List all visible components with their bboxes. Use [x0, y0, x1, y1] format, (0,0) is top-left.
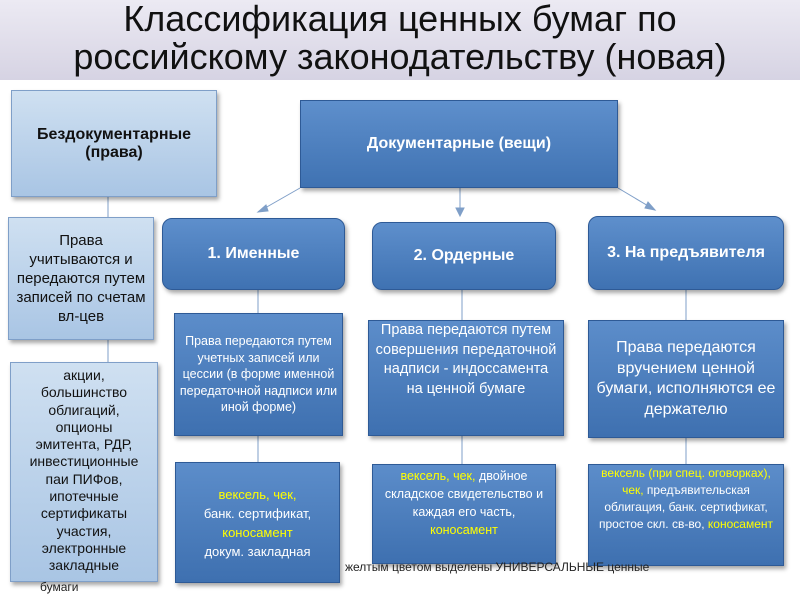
- category-registered-label: 1. Именные: [207, 245, 300, 262]
- category-bearer-description-text: Права передаются вручением ценной бумаги, исполняются ее держателю: [596, 339, 776, 418]
- category-order-examples-text: [379, 467, 549, 539]
- category-registered-examples: [175, 462, 340, 583]
- undocumented-examples: [10, 362, 158, 582]
- category-registered-examples-text: [204, 485, 311, 561]
- footer-note: желтым цветом выделены УНИВЕРСАЛЬНЫЕ ценные: [345, 560, 650, 574]
- category-bearer-examples: [588, 464, 784, 566]
- examples-other-1: предъявительская облигация, банк. сертификат, простое скл. св-во,: [599, 483, 768, 531]
- category-bearer-description: [588, 320, 784, 438]
- examples-universal-1: вексель (при спец. оговорках), чек,: [601, 466, 771, 497]
- examples-universal-2: коносамент: [430, 523, 498, 537]
- undocumented-example-line: большинство: [40, 384, 128, 401]
- title-line-2: российскому законодательству (новая): [73, 36, 727, 77]
- undocumented-example-line: опционы: [55, 418, 113, 435]
- undocumented-examples-overflow: бумаги: [40, 580, 79, 594]
- category-order-description-text: Права передаются путем совершения передаточной надписи - индоссамента на ценной бумаге: [375, 322, 557, 397]
- undocumented-description-text: Права учитываются и передаются путем записей по счетам вл-цев: [16, 232, 146, 325]
- undocumented-example-line: инвестиционные: [29, 453, 139, 470]
- undocumented-example-line: паи ПИФов,: [45, 470, 123, 487]
- category-bearer-label: 3. На предъявителя: [607, 244, 765, 261]
- category-bearer-examples-text: [594, 465, 778, 533]
- arrowhead-1: [258, 205, 268, 212]
- undocumented-example-line: акции,: [63, 367, 105, 383]
- undocumented-description: [8, 217, 154, 340]
- arrowhead-2: [456, 208, 464, 216]
- undocumented-example-line: ипотечные: [49, 488, 119, 505]
- undocumented-example-line: электронные: [41, 539, 127, 556]
- examples-other-1: банк. сертификат,: [203, 505, 312, 521]
- category-order-examples: [372, 464, 556, 564]
- examples-universal-2: коносамент: [707, 517, 773, 531]
- title-line-1: Классификация ценных бумаг по: [123, 0, 677, 39]
- undocumented-example-line: сертификаты: [40, 505, 128, 522]
- examples-universal-1: вексель, чек,: [400, 469, 476, 483]
- examples-other-1: двойное складское свидетельство и каждая его часть,: [384, 469, 544, 519]
- arrowhead-3: [645, 202, 655, 210]
- category-registered: [162, 218, 345, 290]
- undocumented-example-line: участия,: [56, 522, 112, 539]
- category-registered-description-text: Права передаются путем учетных записей или цессии (в форме именной передаточной надписи или иной форме): [179, 334, 338, 415]
- undocumented-header: [11, 90, 217, 197]
- undocumented-example-line: эмитента, РДР,: [35, 436, 133, 453]
- documentary-header-label: Документарные (вещи): [366, 135, 552, 152]
- category-order-label: 2. Ордерные: [413, 247, 515, 264]
- undocumented-header-label: Бездокументарные (права): [36, 125, 192, 161]
- undocumented-example-line: закладные: [48, 557, 120, 574]
- documentary-header: [300, 100, 618, 188]
- undocumented-example-line: облигаций,: [48, 401, 120, 418]
- category-order: [372, 222, 556, 290]
- examples-universal-2: коносамент: [222, 524, 293, 540]
- examples-universal-1: вексель, чек,: [218, 486, 297, 502]
- examples-other-2: докум. закладная: [204, 543, 311, 559]
- category-order-description: [368, 320, 564, 436]
- category-bearer: [588, 216, 784, 290]
- category-registered-description: [174, 313, 343, 436]
- undocumented-examples-text: [30, 367, 139, 575]
